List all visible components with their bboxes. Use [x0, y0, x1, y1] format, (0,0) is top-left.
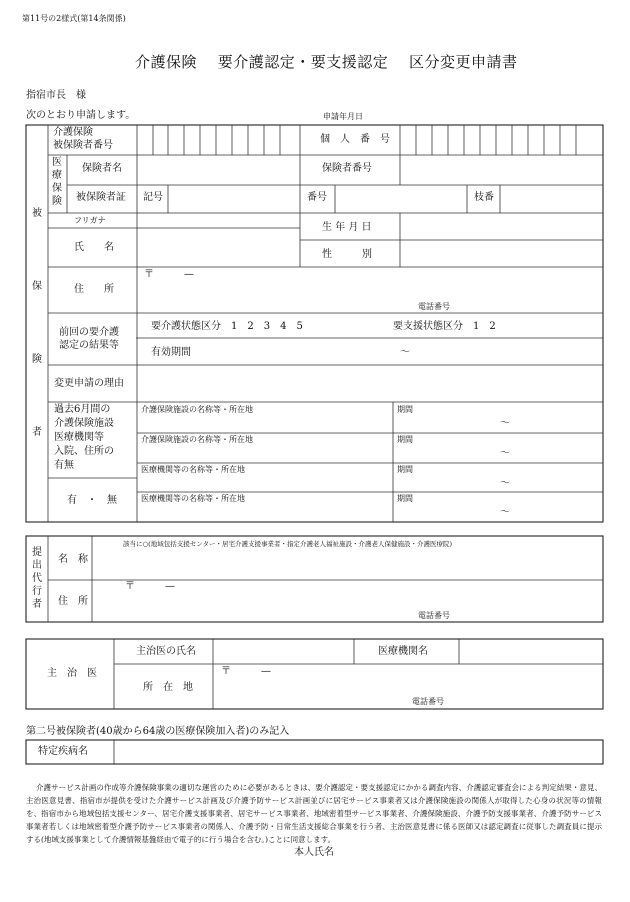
consent-text: 介護サービス計画の作成等介護保険事業の適切な運営のために必要があるときは、要介護認定・要支援認定にかかる調査内容、介護認定審査会による判定結果・意見、主治医意見書、指宿市が提供を受けた介護サービス計画及び介護予防サービス計画並びに居宅サービス事業者又は介護保険施設の関係人が取得した心身の状況等の情報を、指宿市から地域包括支援センター、居宅介護支援事業者、居宅サービス事業者、地域密着型サービス事業者、介護保険施設、介護予防支援事業者、介護予防サービス事業者若しくは地域密着型介護予防サービス事業者の関係人、介護予防・日常生活支援総合事業を行う者、主治医意見書に係る医師又は認定調査に従事した調査員に提示する(地域支援事業として介護情報基盤経由で電子的に行う場合を含む。)ことに同意します。 [26, 783, 602, 844]
number-input[interactable] [336, 186, 466, 212]
support-level-options[interactable]: 要支援状態区分 1 2 [393, 321, 496, 332]
signature-label: 本人氏名 [294, 847, 334, 858]
facility-row-4-period-label: 期間 [397, 494, 413, 503]
agent-vertical-label-5: 者 [32, 599, 42, 610]
previous-result-label-line1: 前回の要介護 [59, 327, 119, 338]
individual-number-input[interactable] [401, 126, 602, 154]
doctor-name-label: 主治医の氏名 [136, 646, 196, 657]
sex-input[interactable] [401, 241, 602, 266]
doctor-location-label: 所 在 地 [143, 682, 193, 693]
agent-postal-mark: 〒 — [125, 581, 175, 592]
insurer-number-input[interactable] [401, 156, 602, 184]
doctor-location-input[interactable] [214, 665, 602, 708]
disease-input[interactable] [115, 741, 602, 763]
phone-label: 電話番号 [418, 302, 450, 311]
symbol-input[interactable] [169, 186, 299, 212]
care-level-options[interactable]: 要介護状態区分 1 2 3 4 5 [151, 321, 303, 332]
branch-input[interactable] [501, 186, 602, 212]
agent-vertical-label-2: 出 [32, 560, 42, 571]
facility-row-2-tilde: ～ [500, 448, 510, 459]
birthdate-label: 生 年 月 日 [322, 222, 372, 233]
sex-label: 性 別 [322, 249, 372, 260]
postal-mark: 〒 — [144, 269, 194, 280]
branch-label: 枝番 [474, 192, 494, 203]
reason-input[interactable] [138, 366, 602, 401]
doctor-section-label: 主 治 医 [47, 668, 97, 679]
facility-row-2-period-label: 期間 [397, 435, 413, 444]
medical-insurance-label-1: 医 [52, 157, 62, 168]
furigana-input[interactable] [138, 214, 299, 227]
agent-name-input[interactable] [93, 550, 602, 579]
facility-row-1-name-label: 介護保険施設の名称等・所在地 [141, 405, 253, 414]
facility-row-1-tilde: ～ [500, 418, 510, 429]
address-input[interactable] [138, 268, 602, 312]
doctor-postal-mark: 〒 — [221, 666, 271, 677]
facility-row-3-name-label: 医療機関等の名称等・所在地 [141, 465, 245, 474]
disease-label: 特定疾病名 [38, 746, 88, 757]
application-date-label: 申請年月日 [323, 112, 363, 121]
agent-address-label: 住 所 [58, 596, 88, 607]
insured-vertical-label-1: 被 [32, 208, 42, 219]
intro-text: 次のとおり申請します。 [26, 110, 136, 121]
agent-name-label: 名 称 [58, 554, 88, 565]
form-number: 第11号の2様式(第14条関係) [22, 14, 126, 23]
individual-number-label: 個 人 番 号 [320, 134, 390, 145]
medical-insurance-label-3: 保 [52, 183, 62, 194]
insured-number-label-line1: 介護保険 [53, 127, 93, 138]
furigana-label: フリガナ [74, 216, 106, 225]
agent-applicable-note: 該当に○(地域包括支援センター・居宅介護支援事業者・指定介護老人福祉施設・介護老人保健施設・介護医療院) [123, 540, 452, 548]
secondary-heading: 第二号被保険者(40歳から64歳の医療保険加入者)のみ記入 [26, 726, 290, 737]
number-label: 番号 [307, 192, 327, 203]
agent-vertical-label-1: 提 [32, 547, 42, 558]
page-title: 介護保険 要介護認定・要支援認定 区分変更申請書 [135, 53, 518, 71]
doctor-name-input[interactable] [214, 640, 353, 663]
insured-vertical-label-4: 者 [32, 427, 42, 438]
symbol-label: 記号 [143, 192, 163, 203]
facility-row-1-period-label: 期間 [397, 405, 413, 414]
name-input[interactable] [138, 229, 299, 266]
past-facility-label-4: 入院、住所の [54, 446, 114, 457]
agent-vertical-label-3: 代 [32, 573, 42, 584]
reason-label: 変更申請の理由 [54, 378, 124, 389]
previous-result-label-line2: 認定の結果等 [59, 340, 119, 351]
insured-number-input[interactable] [138, 126, 299, 154]
facility-row-2-name-label: 介護保険施設の名称等・所在地 [141, 435, 253, 444]
facility-row-4-tilde: ～ [500, 507, 510, 518]
past-facility-label-3: 医療機関等 [54, 432, 104, 443]
insured-number-label-line2: 被保険者番号 [53, 140, 113, 151]
insured-vertical-label-2: 保 [32, 281, 42, 292]
valid-period-label: 有効期間 [151, 347, 191, 358]
agent-phone-label: 電話番号 [418, 611, 450, 620]
medical-insurance-label-2: 療 [52, 170, 62, 181]
signature-input[interactable] [350, 843, 570, 861]
valid-period-tilde: ～ [400, 347, 410, 358]
agent-vertical-label-4: 行 [32, 586, 42, 597]
addressee: 指宿市長 様 [26, 90, 86, 101]
institution-label: 医療機関名 [378, 646, 428, 657]
birthdate-input[interactable] [401, 214, 602, 239]
facility-row-3-period-label: 期間 [397, 465, 413, 474]
insurer-name-input[interactable] [138, 156, 299, 184]
presence-options[interactable]: 有 ・ 無 [67, 495, 117, 506]
past-facility-label-2: 介護保険施設 [54, 418, 114, 429]
past-facility-label-1: 過去6月間の [54, 404, 111, 415]
medical-insurance-label-4: 険 [52, 196, 62, 207]
insured-card-label: 被保険者証 [76, 192, 126, 203]
insured-vertical-label-3: 険 [32, 354, 42, 365]
facility-row-3-tilde: ～ [500, 478, 510, 489]
insurer-number-label: 保険者番号 [322, 163, 372, 174]
doctor-phone-label: 電話番号 [412, 697, 444, 706]
name-label: 氏 名 [74, 242, 114, 253]
institution-input[interactable] [460, 640, 602, 663]
past-facility-label-5: 有無 [54, 460, 74, 471]
insurer-name-label: 保険者名 [82, 163, 122, 174]
agent-address-input[interactable] [93, 581, 602, 621]
facility-row-4-name-label: 医療機関等の名称等・所在地 [141, 494, 245, 503]
address-label: 住 所 [74, 284, 114, 295]
